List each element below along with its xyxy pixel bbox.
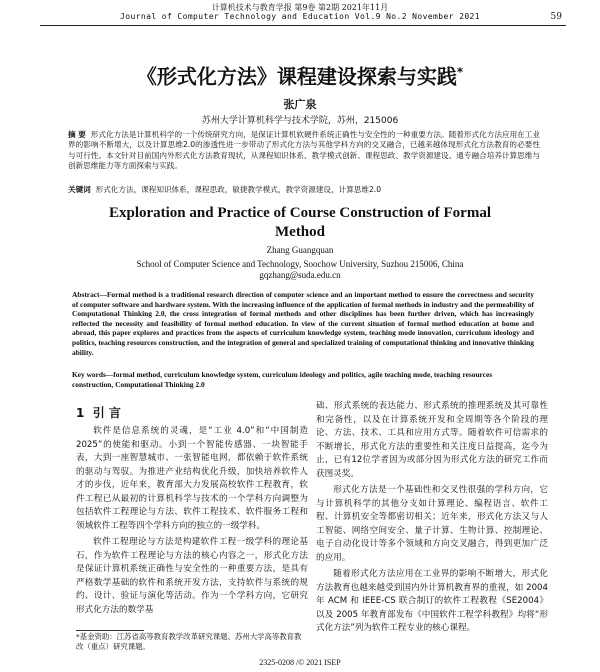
left-column xyxy=(76,425,308,620)
affiliation-cn: 苏州大学计算机科学与技术学院，苏州，215006 xyxy=(201,116,399,126)
keywords-cn xyxy=(68,185,540,195)
header-rule xyxy=(40,25,566,26)
author-en: Zhang Guangquan xyxy=(266,245,334,255)
author-email: gqzhang@suda.edu.cn xyxy=(259,270,341,280)
section-title: 引 言 xyxy=(92,406,121,420)
abstract-cn-label: 摘 要 xyxy=(68,130,86,139)
paragraph: 随着形式化方法应用在工业界的影响不断增大，形式化方法教育也越来越受到国内外计算机教育界的重视，如 2004 年 ACM 和 IEEE-CS 联合制订的软件工程教程《SE2004》以及 2005 年教育部发布《中国软件工程学科教程》均将“形式化方法”列为软件工程专业的核心课程。 xyxy=(316,569,548,633)
abstract-en xyxy=(72,290,534,357)
affiliation-en-text: School of Computer Science and Technology, Soochow University, Suzhou 215006, China xyxy=(136,259,464,269)
keywords-en xyxy=(72,370,534,389)
paragraph: 软件是信息系统的灵魂，是“工业 4.0”和“中国制造 2025”的使能和驱动。小到一个智能传感器、一块智能手表，大到一座智慧城市、一张智能电网，都依赖于软件系统的驱动与驾驭。为推进产业结构优化升级，加快培养软件人才的步伐，近年来，教育部大力发展高校软件工程教育，软件工程已从最初的计算机科学与技术的一个学科方向调整为包括软件工程理论与方法、软件工程技术、软件服务工程和领域软件工程等四个学科方向的独立的一级学科。 xyxy=(76,426,308,531)
paragraph: 础、形式系统的表达能力、形式系统的推理系统及其可靠性和完备性，以及在计算系统开发和全周期等各个阶段的理论、方法、技术、工具和应用方式等。随着软件可信需求的不断增长，形式化方法的重要性和关注度日益提高，迄今为止，已有12位学者因为或部分因为形式化方法的研究工作而获图灵奖。 xyxy=(316,401,548,479)
keywords-en-text: formal method, curriculum knowledge system, curriculum ideology and politics, agile teaching mode, teaching resources construction, Computational Thinking 2.0 xyxy=(72,370,493,389)
footnote-label: *基金资助： xyxy=(76,632,117,641)
paper-title-cn xyxy=(30,66,570,87)
footnote-rule xyxy=(76,630,144,631)
paragraph: 形式化方法是一个基础性和交叉性很强的学科方向，它与计算机科学的其他分支如计算理论、编程语言、软件工程、计算机安全等都密切相关；近年来，形式化方法又与人工智能、网络空间安全、量子计算、生物计算、控制理论、电子自动化设计等多个领域和方向交叉融合，得到更加广泛的应用。 xyxy=(316,485,548,563)
journal-header-cn: 计算机技术与教育学报 第9卷 第2期 2021年11月 xyxy=(211,3,389,12)
section-number: 1 xyxy=(76,406,85,420)
abstract-cn-text: 形式化方法是计算机科学的一个传统研究方向，是保证计算机软硬件系统正确性与安全性的一种重要方法。随着形式化方法应用在工业界的影响不断增大，以及计算思维2.0的渗透性进一步带动了形式化方法与其他学科方向的交叉融合，已越来越体现形式化方法教育的必要性与可行性。本文针对目前国内外形式化方法教育现状，从课程知识体系、教学模式创新、课程思政、教学资源建设、通专融合培养计算思维与创新思维能力等方面探索与实践。 xyxy=(68,130,540,171)
title-text: 《形式化方法》课程建设探索与实践 xyxy=(136,64,457,89)
abstract-en-text: Formal method is a traditional research direction of computer science and an important method to ensure the correctness and security of computer software and hardware system. With the increasing influence of the application of formal methods in industry and the permeability of Computational Thinking 2.0, the cross integration of formal methods and other disciplines has been further driven, which has increasingly reflected the necessity and feasibility of formal method education. In view of the current situation of formal method education at home and abroad, this paper explores and practices from the aspects of curriculum knowledge system, teaching mode innovation, curriculum ideology and politics, teaching resources construction, and the integration of general and specialized training of computational thinking and innovative thinking ability. xyxy=(72,290,534,357)
keywords-cn-text: 形式化方法，课程知识体系，课程思政，敏捷教学模式，教学资源建设，计算思维2.0 xyxy=(95,185,382,194)
page-number: 59 xyxy=(550,12,562,22)
section-heading xyxy=(76,404,121,421)
paper-title-en: Exploration and Practice of Course Construction of Formal Method xyxy=(108,205,492,240)
abstract-cn xyxy=(68,130,540,172)
title-footnote-mark: * xyxy=(456,65,464,79)
affiliation-en xyxy=(0,259,600,281)
author-cn: 张广泉 xyxy=(283,98,317,111)
footnote xyxy=(76,632,308,652)
page-footer: 2325-0208 /© 2021 ISEP xyxy=(259,658,341,667)
keywords-en-label: Key words— xyxy=(72,370,114,379)
abstract-en-label: Abstract— xyxy=(72,290,107,299)
right-column xyxy=(316,400,548,639)
keywords-cn-label: 关键词 xyxy=(68,185,91,194)
footnote-text: 江苏省高等教育教学改革研究课题、苏州大学高等教育教改（重点）研究课题。 xyxy=(76,632,302,651)
paragraph: 软件工程理论与方法是构建软件工程一级学科的理论基石，作为软件工程理论与方法的核心内容之一，形式化方法是保证计算机系统正确性与安全性的一种重要方法，是具有严格数学基础的软件和系统开发方法，支持软件与系统的规约、设计、验证与演化等活动。作为一个学科方向，它研究形式化方法的数学基 xyxy=(76,537,308,615)
journal-header-en: Journal of Computer Technology and Education Vol.9 No.2 November 2021 xyxy=(120,12,480,21)
